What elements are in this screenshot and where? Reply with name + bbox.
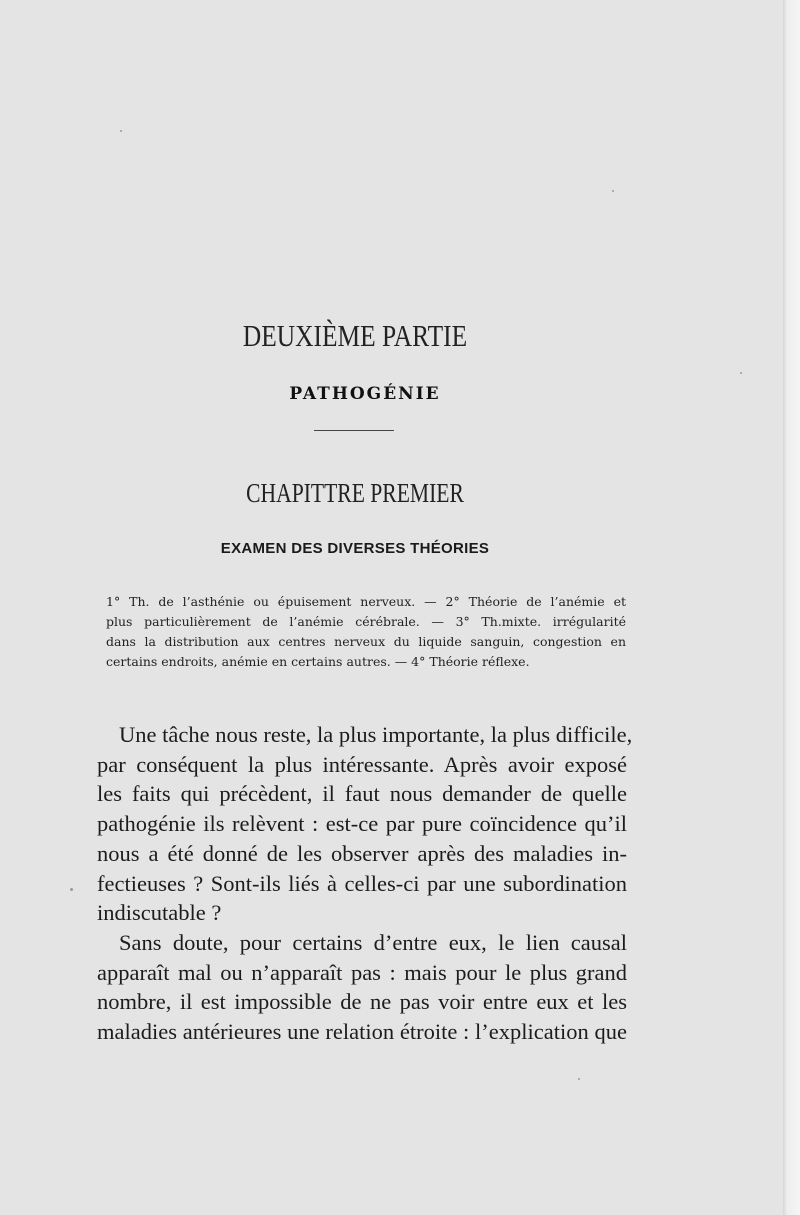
body-line: indiscutable ? [97,900,222,926]
title-divider [314,430,394,431]
paper-speck [120,130,122,132]
chapter-title: CHAPITTRE PREMIER [246,478,464,508]
body-line: apparaît mal ou n’apparaît pas : mais pour le plus grand [97,959,627,985]
body-line: par conséquent la plus intéressante. Après avoir exposé [97,751,627,777]
body-line: pathogénie ils relèvent : est-ce par pure coïncidence qu’il [97,811,627,837]
paper-speck [70,888,73,891]
body-line: fectieuses ? Sont-ils liés à celles-ci par une subordination [97,870,627,896]
chapter-summary [106,592,626,672]
part-title: DEUXIÈME PARTIE [242,318,468,353]
body-line: Sans doute, pour certains d’entre eux, le lien causal [119,929,627,955]
body-text [97,720,633,1047]
page-edge [783,0,800,1215]
summary-line: plus particulièrement de l’anémie cérébrale. — 3° Th.mixte. irrégularité [106,614,626,629]
body-line: maladies antérieures une relation étroite : l’explication que [97,1019,627,1045]
paper-speck [740,372,742,374]
chapter-subtitle: EXAMEN DES DIVERSES THÉORIES [220,540,490,557]
paper-speck [612,190,614,192]
part-subtitle: PATHOGÉNIE [289,384,441,404]
body-line: les faits qui précèdent, il faut nous demander de quelle [97,781,627,807]
body-line: Une tâche nous reste, la plus importante, la plus difficile, [119,722,633,747]
summary-line: certains endroits, anémie en certains autres. — 4° Théorie réflexe. [106,654,530,669]
summary-line: 1° Th. de l’asthénie ou épuisement nerveux. — 2° Théorie de l’anémie et [106,594,626,609]
summary-line: dans la distribution aux centres nerveux du liquide sanguin, congestion en [106,634,626,649]
body-line: nous a été donné de les observer après des maladies in- [97,840,627,866]
paper-speck [578,1078,580,1080]
body-line: nombre, il est impossible de ne pas voir entre eux et les [97,989,627,1015]
